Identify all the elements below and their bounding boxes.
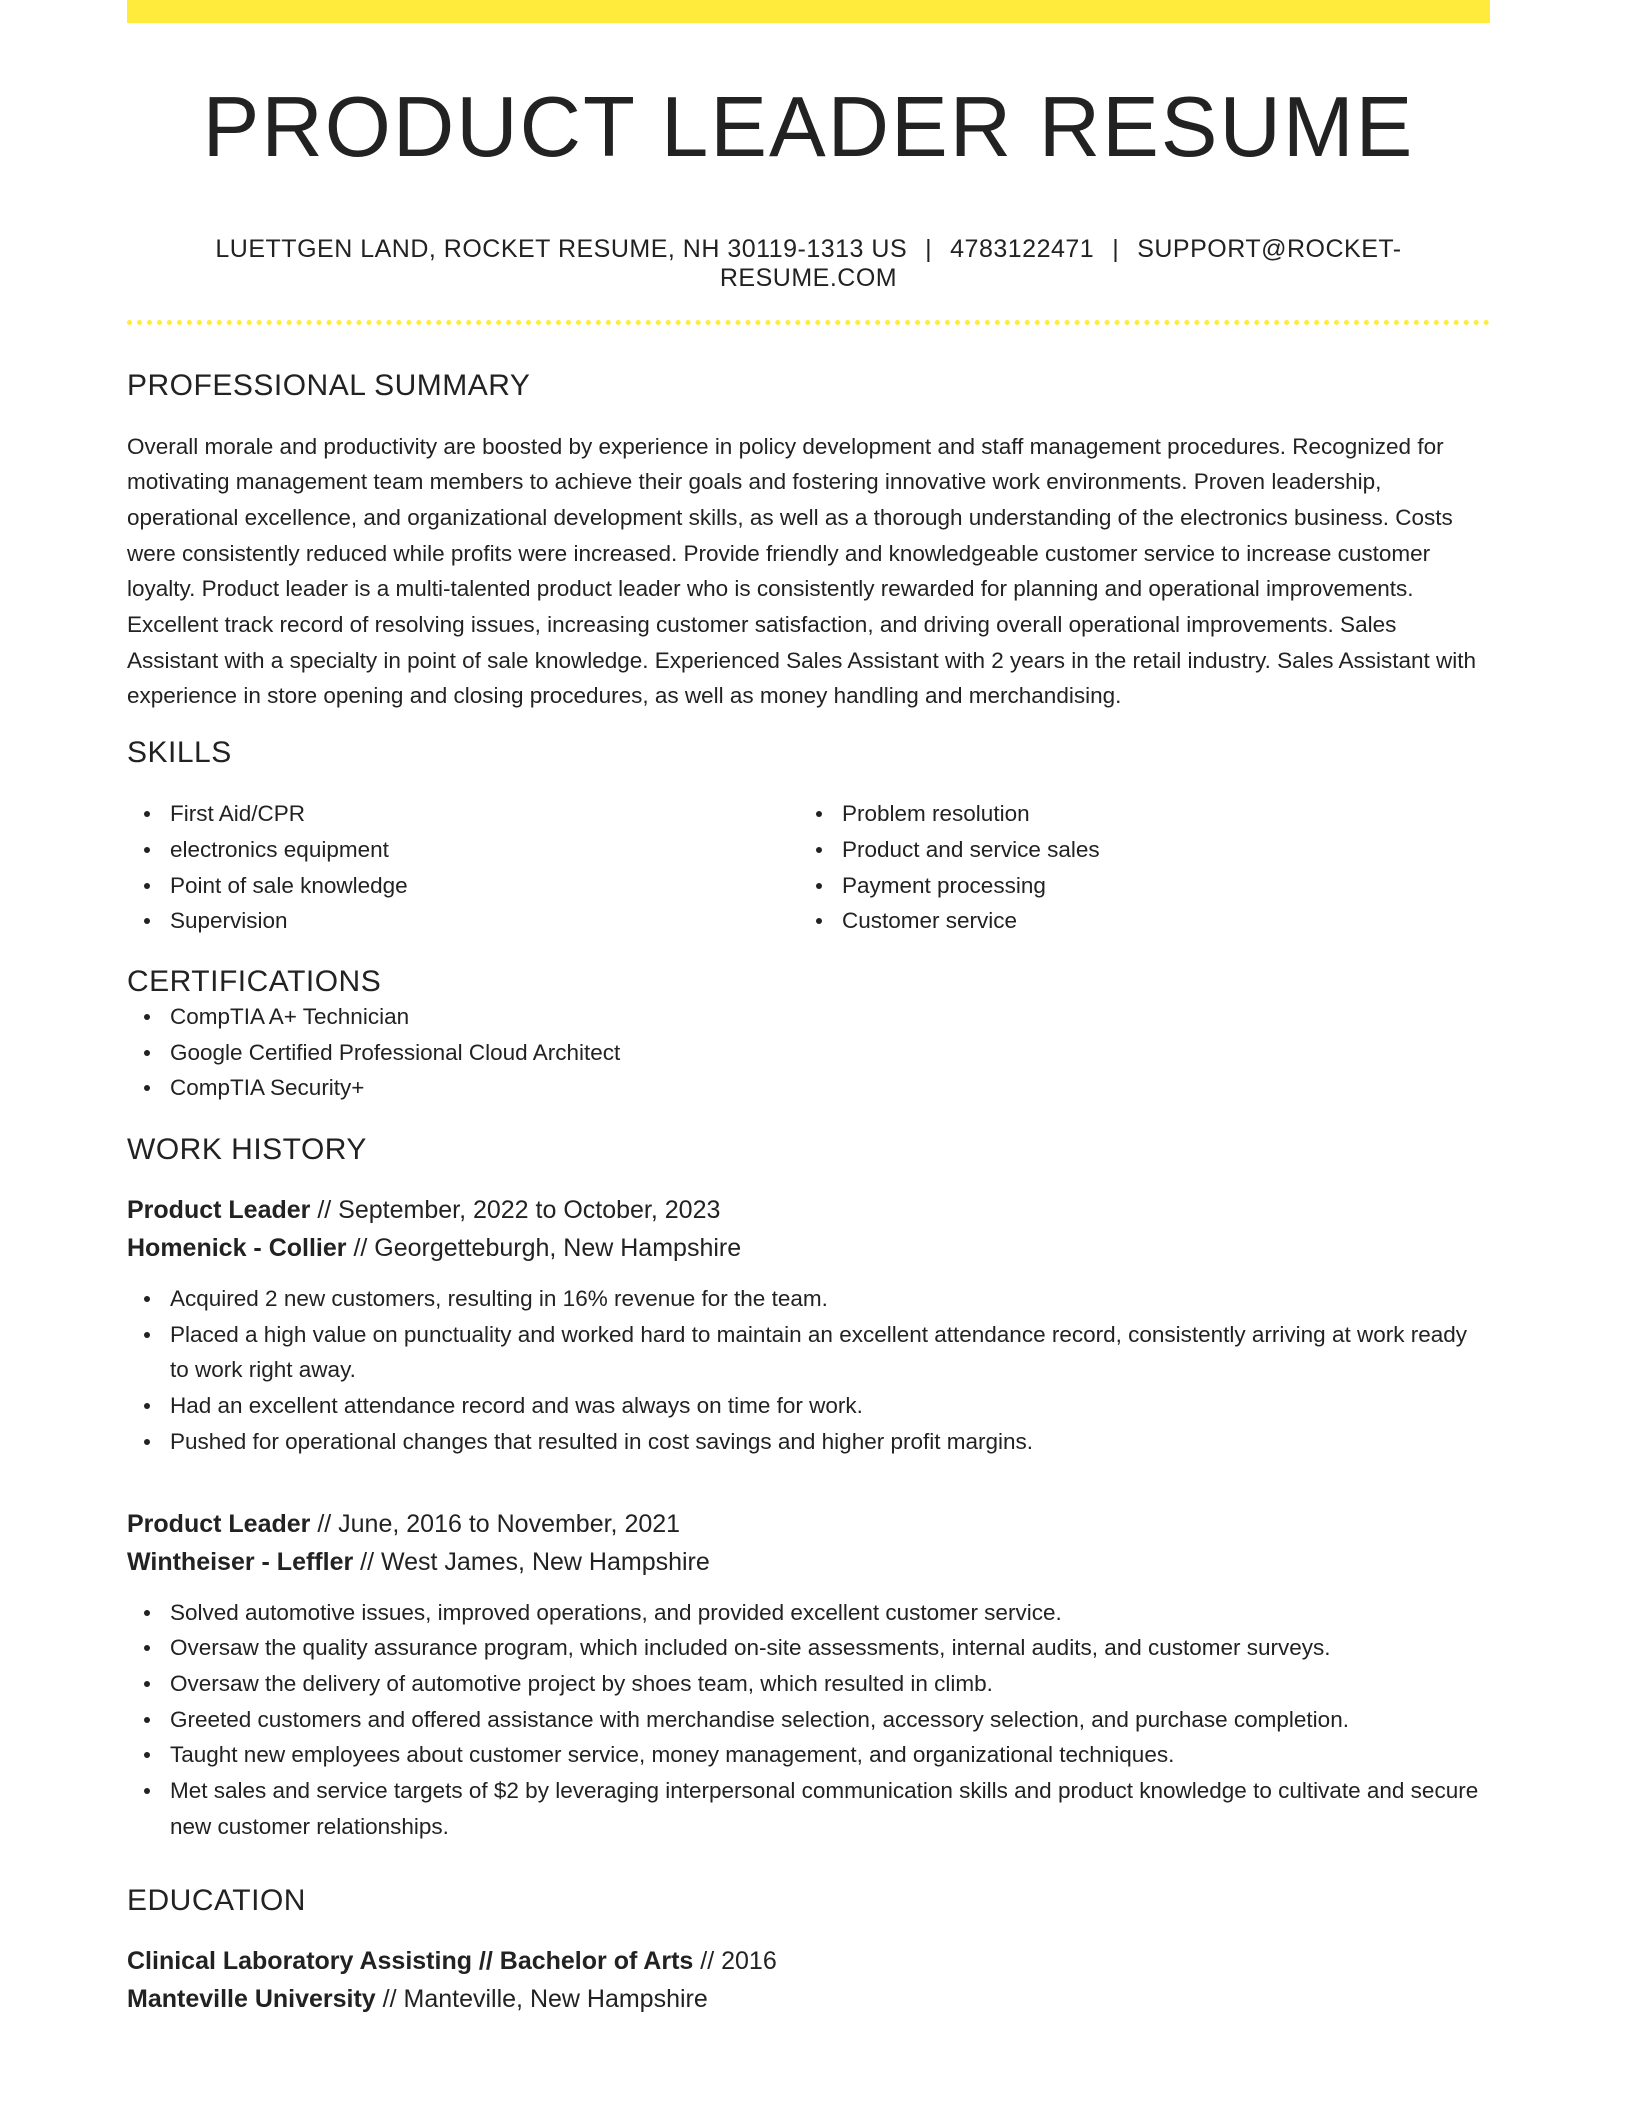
job-company: Wintheiser - Leffler [127, 1547, 354, 1576]
job-bullet: Placed a high value on punctuality and worked hard to maintain an excellent attendance record, consistently arriving at work ready to work right away. [170, 1317, 1490, 1388]
work-history-heading: WORK HISTORY [127, 1133, 367, 1167]
skills-column-left [127, 796, 799, 939]
job-company-line [127, 1229, 1490, 1267]
job-title: Product Leader [127, 1196, 311, 1225]
skills-list-left [127, 796, 799, 939]
job-title-line [127, 1505, 1490, 1543]
skills-list-right [799, 796, 1471, 939]
job-entry [127, 1505, 1490, 1845]
job-bullet: Acquired 2 new customers, resulting in 16% revenue for the team. [170, 1281, 1490, 1317]
education-degree-line [127, 1942, 1490, 1980]
job-bullet: Met sales and service targets of $2 by leveraging interpersonal communication skills and product knowledge to cultivate and secure new customer relationships. [170, 1773, 1490, 1844]
job-bullet: Solved automotive issues, improved operations, and provided excellent customer service. [170, 1595, 1490, 1631]
contact-line [127, 235, 1490, 293]
certification-item: CompTIA A+ Technician [170, 999, 1490, 1035]
skill-item: Supervision [170, 903, 799, 939]
certification-item: Google Certified Professional Cloud Architect [170, 1035, 1490, 1071]
skills-column-right [799, 796, 1471, 939]
job-bullet: Oversaw the delivery of automotive project by shoes team, which resulted in climb. [170, 1666, 1490, 1702]
skill-item: Problem resolution [842, 796, 1471, 832]
contact-phone: 4783122471 [950, 234, 1095, 263]
skill-item: Customer service [842, 903, 1471, 939]
job-location: // West James, New Hampshire [353, 1547, 710, 1576]
skill-item: First Aid/CPR [170, 796, 799, 832]
accent-top-bar [127, 0, 1490, 23]
certifications-heading: CERTIFICATIONS [127, 964, 382, 998]
summary-heading: PROFESSIONAL SUMMARY [127, 368, 531, 402]
job-company-line [127, 1543, 1490, 1581]
job-dates: // June, 2016 to November, 2021 [310, 1509, 681, 1538]
job-title: Product Leader [127, 1509, 311, 1538]
education-year: // 2016 [693, 1947, 777, 1976]
job-bullet: Pushed for operational changes that resulted in cost savings and higher profit margins. [170, 1424, 1490, 1460]
education-school-line [127, 1980, 1490, 2018]
education-entry [127, 1942, 1490, 2018]
summary-text: Overall morale and productivity are boosted by experience in policy development and staff management procedures. Recognized for motivating management team members to achieve their goals and fostering innovative work environments. Proven leadership, operational excellence, and organizational development skills, as well as a thorough understanding of the electronics business. Costs were consistently reduced while profits were increased. Provide friendly and knowledgeable customer service to increase customer loyalty. Product leader is a multi-talented product leader who is consistently rewarded for planning and operational improvements. Excellent track record of resolving issues, increasing customer satisfaction, and driving overall operational improvements. Sales Assistant with a specialty in point of sale knowledge. Experienced Sales Assistant with 2 years in the retail industry. Sales Assistant with experience in store opening and closing procedures, as well as money handling and merchandising. [127, 433, 1477, 709]
contact-address: LUETTGEN LAND, ROCKET RESUME, NH 30119-1313 US [215, 234, 908, 263]
job-title-line [127, 1191, 1490, 1229]
skill-item: electronics equipment [170, 832, 799, 868]
job-entry [127, 1191, 1490, 1460]
dotted-divider [127, 320, 1490, 325]
resume-page [127, 0, 1490, 2018]
skill-item: Point of sale knowledge [170, 868, 799, 904]
job-bullet: Greeted customers and offered assistance with merchandise selection, accessory selection, and purchase completion. [170, 1702, 1490, 1738]
skills-grid [127, 796, 1490, 939]
job-bullet: Taught new employees about customer service, money management, and organizational techniques. [170, 1737, 1490, 1773]
skills-heading: SKILLS [127, 736, 232, 770]
education-heading: EDUCATION [127, 1884, 306, 1918]
education-degree: Clinical Laboratory Assisting // Bachelor of Arts [127, 1947, 694, 1976]
job-bullet: Oversaw the quality assurance program, which included on-site assessments, internal audits, and customer surveys. [170, 1630, 1490, 1666]
education-school: Manteville University [127, 1985, 376, 2014]
job-company: Homenick - Collier [127, 1234, 347, 1263]
job-dates: // September, 2022 to October, 2023 [310, 1196, 721, 1225]
job-bullet: Had an excellent attendance record and was always on time for work. [170, 1388, 1490, 1424]
job-location: // Georgetteburgh, New Hampshire [346, 1234, 742, 1263]
skill-item: Product and service sales [842, 832, 1471, 868]
certification-item: CompTIA Security+ [170, 1070, 1490, 1106]
contact-email: SUPPORT@ROCKET-RESUME.COM [719, 234, 1402, 292]
job-bullets [127, 1281, 1490, 1460]
skill-item: Payment processing [842, 868, 1471, 904]
resume-title: PRODUCT LEADER RESUME [202, 80, 1415, 175]
contact-separator: | [925, 234, 933, 263]
job-bullets [127, 1595, 1490, 1845]
contact-separator: | [1112, 234, 1120, 263]
education-location: // Manteville, New Hampshire [375, 1985, 708, 2014]
certifications-list [127, 999, 1490, 1106]
